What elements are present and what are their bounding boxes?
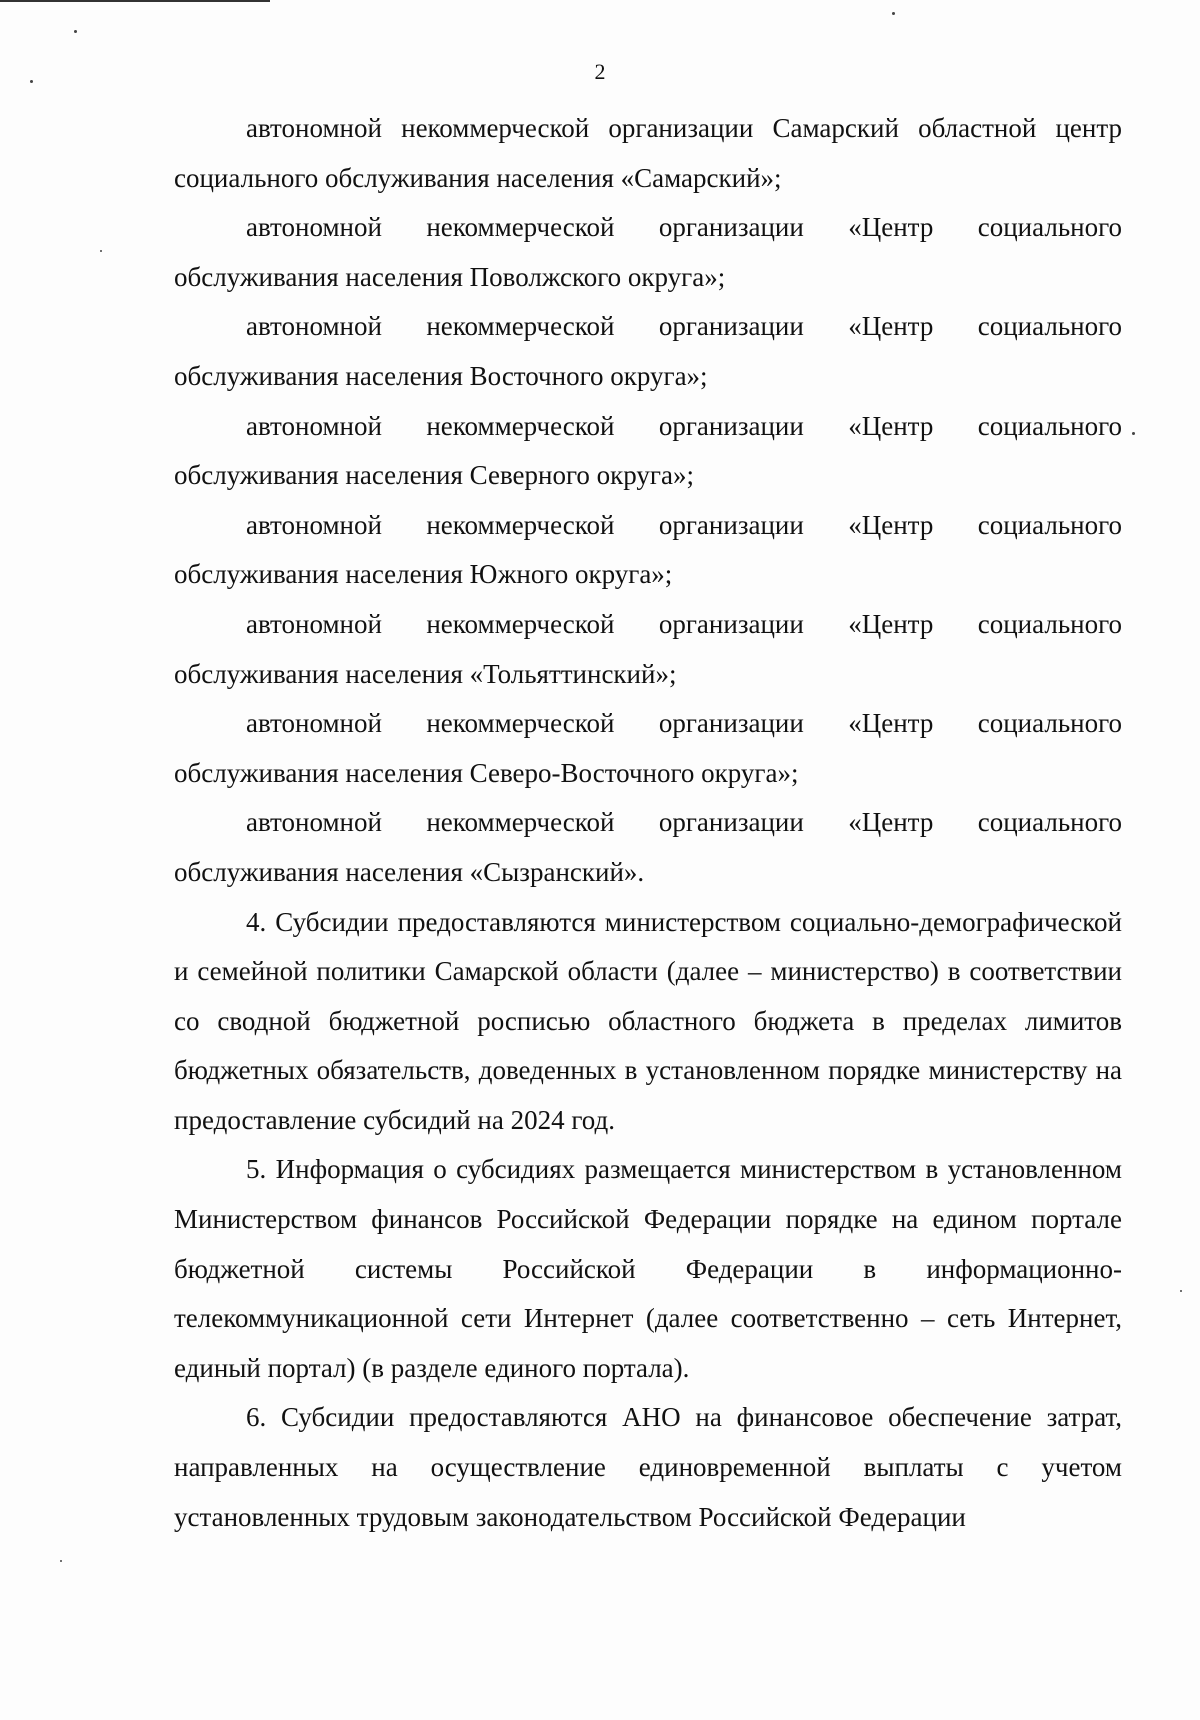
paragraph-org-povolzhsky: автономной некоммерческой организации «Центр социального обслуживания населения Поволжского округа»; <box>174 212 1122 292</box>
scan-speck <box>100 250 102 252</box>
document-body <box>174 104 1122 1542</box>
paragraph-org-samarsky: автономной некоммерческой организации Самарский областной центр социального обслуживания населения «Самарский»; <box>174 113 1122 193</box>
paragraph-org-severny: автономной некоммерческой организации «Центр социального обслуживания населения Северного округа»; <box>174 410 1122 491</box>
scan-speck <box>74 30 77 33</box>
scan-speck <box>892 12 895 15</box>
scan-edge-line <box>0 0 270 2</box>
scan-speck <box>1180 1290 1182 1292</box>
page-number: 2 <box>594 59 606 84</box>
paragraph-org-syzransky: автономной некоммерческой организации «Центр социального обслуживания населения «Сызранский». <box>174 807 1122 887</box>
paragraph-org-yuzhny: автономной некоммерческой организации «Центр социального обслуживания населения Южного округа»; <box>174 509 1122 590</box>
paragraph-org-severo-vostochny: автономной некоммерческой организации «Центр социального обслуживания населения Северо-Восточного округа»; <box>174 708 1122 788</box>
paragraph-org-vostochny: автономной некоммерческой организации «Центр социального обслуживания населения Восточного округа»; <box>174 311 1122 391</box>
paragraph-clause-5: 5. Информация о субсидиях размещается министерством в установленном Министерством финансов Российской Федерации порядке на едином портале бюджетной системы Российской Федерации в информационно-телекоммуникационной сети Интернет (далее соответственно – сеть Интернет, единый портал) (в разделе единого портала). <box>174 1154 1122 1383</box>
scan-speck <box>1132 432 1135 435</box>
paragraph-clause-6: 6. Субсидии предоставляются АНО на финансовое обеспечение затрат, направленных на осуществление единовременной выплаты с учетом установленных трудовым законодательством Российской Федерации <box>174 1402 1122 1532</box>
paragraph-clause-4: 4. Субсидии предоставляются министерством социально-демографической и семейной политики Самарской области (далее – министерство) в соответствии со сводной бюджетной росписью областного бюджета в пределах лимитов бюджетных обязательств, доведенных в установленном порядке министерству на предоставление субсидий на 2024 год. <box>174 906 1122 1135</box>
scan-speck <box>60 1560 62 1562</box>
paragraph-org-tolyattinsky: автономной некоммерческой организации «Центр социального обслуживания населения «Тольяттинский»; <box>174 608 1122 689</box>
